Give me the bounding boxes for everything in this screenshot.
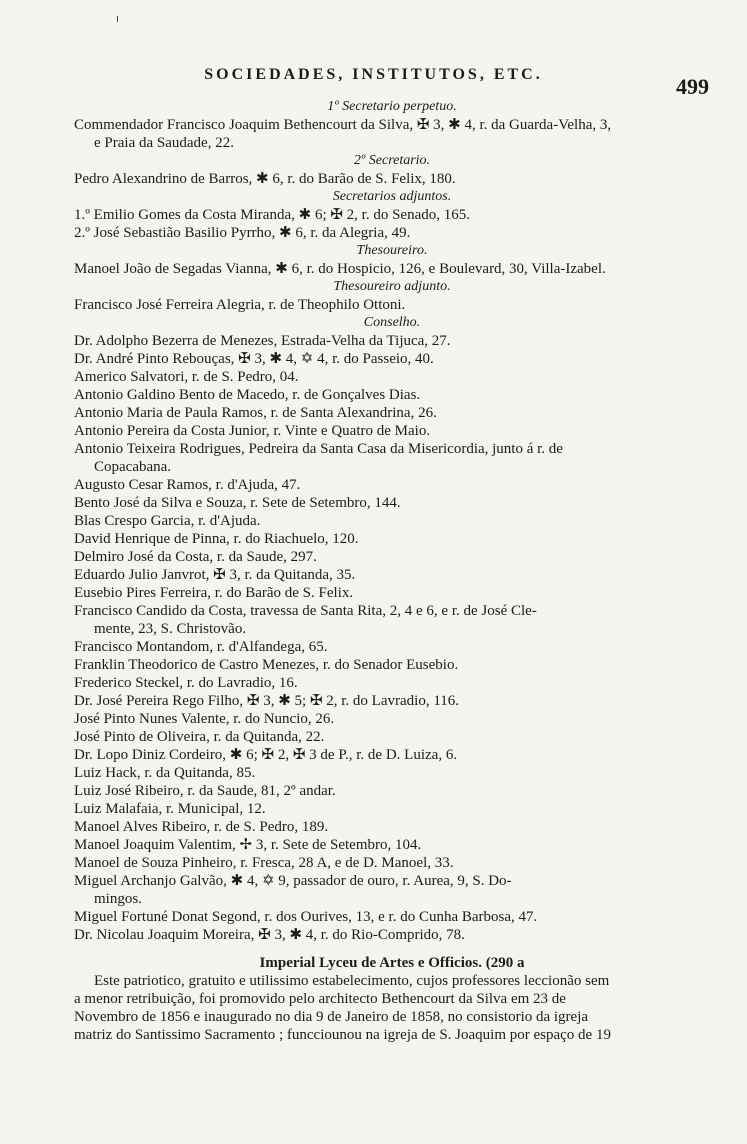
text-line: Franklin Theodorico de Castro Menezes, r. do Senador Eusebio. — [74, 657, 459, 673]
text-line: matriz do Santissimo Sacramento ; funcciounou na igreja de S. Joaquim por espaço de 19 — [74, 1027, 611, 1043]
text-line: a menor retribuição, foi promovido pelo architecto Bethencourt da Silva em 23 de — [74, 991, 566, 1007]
text-line: Francisco Candido da Costa, travessa de Santa Rita, 2, 4 e 6, e r. de José Cle- — [74, 603, 537, 619]
text-line: José Pinto de Oliveira, r. da Quitanda, 22. — [74, 729, 325, 745]
text-line: Luiz José Ribeiro, r. da Saude, 81, 2º andar. — [74, 783, 336, 799]
text-line: Bento José da Silva e Souza, r. Sete de Setembro, 144. — [74, 495, 401, 511]
text-line: Francisco José Ferreira Alegria, r. de Theophilo Ottoni. — [74, 297, 406, 313]
text-line: e Praia da Saudade, 22. — [94, 135, 234, 151]
text-line: Dr. Nicolau Joaquim Moreira, ✠ 3, ✱ 4, r. do Rio-Comprido, 78. — [74, 927, 465, 943]
text-line: Antonio Pereira da Costa Junior, r. Vinte e Quatro de Maio. — [74, 423, 431, 439]
text-line: Antonio Galdino Bento de Macedo, r. de Gonçalves Dias. — [74, 387, 421, 403]
text-line: Eusebio Pires Ferreira, r. do Barão de S. Felix. — [74, 585, 354, 601]
text-line: mingos. — [94, 891, 142, 907]
text-line: Augusto Cesar Ramos, r. d'Ajuda, 47. — [74, 477, 301, 493]
section-title-imperial-lyceu: Imperial Lyceu de Artes e Officios. (290 a — [259, 955, 525, 971]
text-line: Americo Salvatori, r. de S. Pedro, 04. — [74, 369, 299, 385]
text-line: Luiz Hack, r. da Quitanda, 85. — [74, 765, 256, 781]
text-line: Miguel Fortuné Donat Segond, r. dos Ourives, 13, e r. do Cunha Barbosa, 47. — [74, 909, 538, 925]
text-line: Miguel Archanjo Galvão, ✱ 4, ✡ 9, passador de ouro, r. Aurea, 9, S. Do- — [74, 873, 512, 889]
text-line: Delmiro José da Costa, r. da Saude, 297. — [74, 549, 317, 565]
section-title-conselho: Conselho. — [363, 315, 421, 330]
text-line: Pedro Alexandrino de Barros, ✱ 6, r. do Barão de S. Felix, 180. — [74, 171, 456, 187]
text-line: Manoel de Souza Pinheiro, r. Fresca, 28 A, e de D. Manoel, 33. — [74, 855, 454, 871]
section-title-secretarios-adjuntos: Secretarios adjuntos. — [332, 189, 452, 204]
text-line: Manoel Alves Ribeiro, r. de S. Pedro, 189. — [74, 819, 329, 835]
section-title-thesoureiro-adjunto: Thesoureiro adjunto. — [333, 279, 451, 294]
page-content — [74, 98, 710, 1044]
margin-mark — [117, 16, 118, 22]
text-line: Novembro de 1856 e inaugurado no dia 9 de Janeiro de 1858, no consistorio da igreja — [74, 1009, 589, 1025]
text-line: Dr. André Pinto Rebouças, ✠ 3, ✱ 4, ✡ 4, r. do Passeio, 40. — [74, 351, 434, 367]
text-line: Antonio Maria de Paula Ramos, r. de Santa Alexandrina, 26. — [74, 405, 437, 421]
text-line: Dr. Lopo Diniz Cordeiro, ✱ 6; ✠ 2, ✠ 3 de P., r. de D. Luiza, 6. — [74, 747, 458, 763]
section-title-primeiro-secretario: 1º Secretario perpetuo. — [327, 99, 457, 114]
text-line: mente, 23, S. Christovão. — [94, 621, 247, 637]
section-title-segundo-secretario: 2º Secretario. — [353, 153, 431, 168]
section-title-thesoureiro: Thesoureiro. — [356, 243, 428, 258]
text-line: 1.º Emilio Gomes da Costa Miranda, ✱ 6; ✠ 2, r. do Senado, 165. — [74, 207, 470, 223]
text-line: 2.º José Sebastião Basilio Pyrrho, ✱ 6, r. da Alegria, 49. — [74, 225, 411, 241]
page-number: 499 — [676, 74, 709, 99]
text-line: Eduardo Julio Janvrot, ✠ 3, r. da Quitanda, 35. — [74, 567, 356, 583]
text-line: Blas Crespo Garcia, r. d'Ajuda. — [74, 513, 261, 529]
running-header: SOCIEDADES, INSTITUTOS, ETC. — [204, 66, 543, 83]
text-line: Luiz Malafaia, r. Municipal, 12. — [74, 801, 266, 817]
text-line: Commendador Francisco Joaquim Bethencourt da Silva, ✠ 3, ✱ 4, r. da Guarda-Velha, 3, — [74, 117, 612, 133]
text-line: José Pinto Nunes Valente, r. do Nuncio, 26. — [74, 711, 335, 727]
text-line: Manoel Joaquim Valentim, ✢ 3, r. Sete de Setembro, 104. — [74, 837, 422, 853]
text-line: Frederico Steckel, r. do Lavradio, 16. — [74, 675, 298, 691]
text-line: Dr. José Pereira Rego Filho, ✠ 3, ✱ 5; ✠ 2, r. do Lavradio, 116. — [74, 693, 460, 709]
text-line: Copacabana. — [94, 459, 172, 475]
text-line: Antonio Teixeira Rodrigues, Pedreira da Santa Casa da Misericordia, junto á r. de — [74, 441, 563, 457]
text-line: Este patriotico, gratuito e utilissimo estabelecimento, cujos professores leccionão sem — [94, 973, 610, 989]
text-line: Francisco Montandom, r. d'Alfandega, 65. — [74, 639, 328, 655]
text-line: David Henrique de Pinna, r. do Riachuelo, 120. — [74, 531, 359, 547]
text-line: Manoel João de Segadas Vianna, ✱ 6, r. do Hospicio, 126, e Boulevard, 30, Villa-Izabel. — [74, 261, 606, 277]
lyceu-paragraph — [74, 972, 710, 1044]
text-line: Dr. Adolpho Bezerra de Menezes, Estrada-Velha da Tijuca, 27. — [74, 333, 451, 349]
